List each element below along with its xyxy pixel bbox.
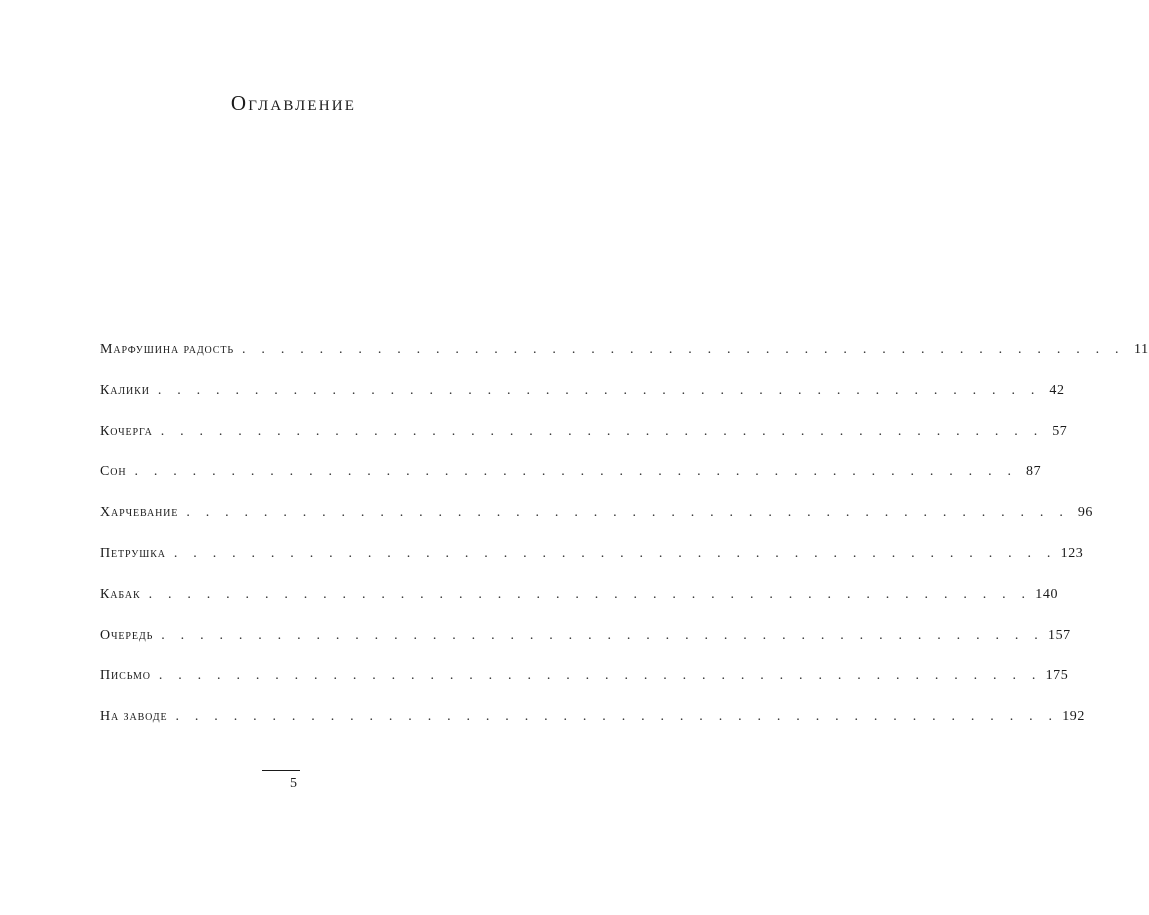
toc-entry-page: 42 (1049, 382, 1065, 398)
toc-leader-dots: . . . . . . . . . . . . . . . . . . . . . . . . . . . . . . . . . . . . . . . . . . . . . . (173, 545, 1057, 561)
toc-leader-dots: . . . . . . . . . . . . . . . . . . . . . . . . . . . . . . . . . . . . . . . . . . . . . . (157, 382, 1041, 398)
toc-entry-page: 87 (1025, 464, 1042, 480)
toc-entry-title: Письмо (100, 668, 151, 684)
toc-entry[interactable] (100, 544, 1084, 585)
toc-entry[interactable] (100, 381, 1065, 422)
toc-entry[interactable] (100, 503, 1094, 544)
table-of-contents (100, 340, 1149, 748)
toc-entry[interactable] (100, 666, 1069, 707)
toc-entry[interactable] (100, 462, 1042, 503)
toc-entry[interactable] (100, 422, 1068, 463)
toc-leader-dots: . . . . . . . . . . . . . . . . . . . . . . . . . . . . . . . . . . . . . . . . . . . . . . (134, 464, 1018, 480)
toc-entry-page: 11 (1134, 342, 1149, 357)
toc-entry-page: 157 (1047, 627, 1071, 643)
page-number: 5 (290, 776, 297, 791)
toc-leader-dots: . . . . . . . . . . . . . . . . . . . . . . . . . . . . . . . . . . . . . . . . . . . . . . (186, 505, 1070, 521)
toc-entry-title: Очередь (100, 627, 154, 643)
toc-entry-title: Петрушка (100, 545, 166, 561)
toc-entry-page: 140 (1035, 586, 1059, 602)
toc-entry-page: 175 (1045, 668, 1069, 684)
toc-entry-title: Кочерга (100, 423, 153, 439)
toc-entry-title: На заводе (100, 709, 168, 725)
toc-leader-dots: . . . . . . . . . . . . . . . . . . . . . . . . . . . . . . . . . . . . . . . . . . . . . . (161, 627, 1044, 643)
toc-entry[interactable] (100, 340, 1149, 381)
toc-entry-title: Сон (100, 464, 127, 480)
toc-leader-dots: . . . . . . . . . . . . . . . . . . . . . . . . . . . . . . . . . . . . . . . . . . . . . . (158, 668, 1042, 684)
footer-rule (262, 770, 300, 771)
page-title: Оглавление (230, 91, 357, 115)
toc-entry-page: 96 (1077, 505, 1094, 521)
toc-leader-dots: . . . . . . . . . . . . . . . . . . . . . . . . . . . . . . . . . . . . . . . . . . . . . . (242, 342, 1125, 357)
toc-entry-title: Калики (100, 382, 150, 398)
toc-entry-title: Марфушина радость (100, 342, 235, 357)
toc-entry-page: 192 (1062, 709, 1086, 725)
toc-leader-dots: . . . . . . . . . . . . . . . . . . . . . . . . . . . . . . . . . . . . . . . . . . . . . . (148, 586, 1032, 602)
toc-entry-page: 123 (1060, 545, 1084, 561)
toc-entry[interactable] (100, 626, 1071, 667)
toc-leader-dots: . . . . . . . . . . . . . . . . . . . . . . . . . . . . . . . . . . . . . . . . . . . . . . (160, 423, 1044, 439)
toc-entry-page: 57 (1052, 423, 1068, 439)
toc-entry-title: Харчевание (100, 505, 179, 521)
toc-leader-dots: . . . . . . . . . . . . . . . . . . . . . . . . . . . . . . . . . . . . . . . . . . . . . . (175, 709, 1059, 725)
toc-entry[interactable] (100, 707, 1086, 748)
toc-entry-title: Кабак (100, 586, 141, 602)
toc-entry[interactable] (100, 585, 1059, 626)
